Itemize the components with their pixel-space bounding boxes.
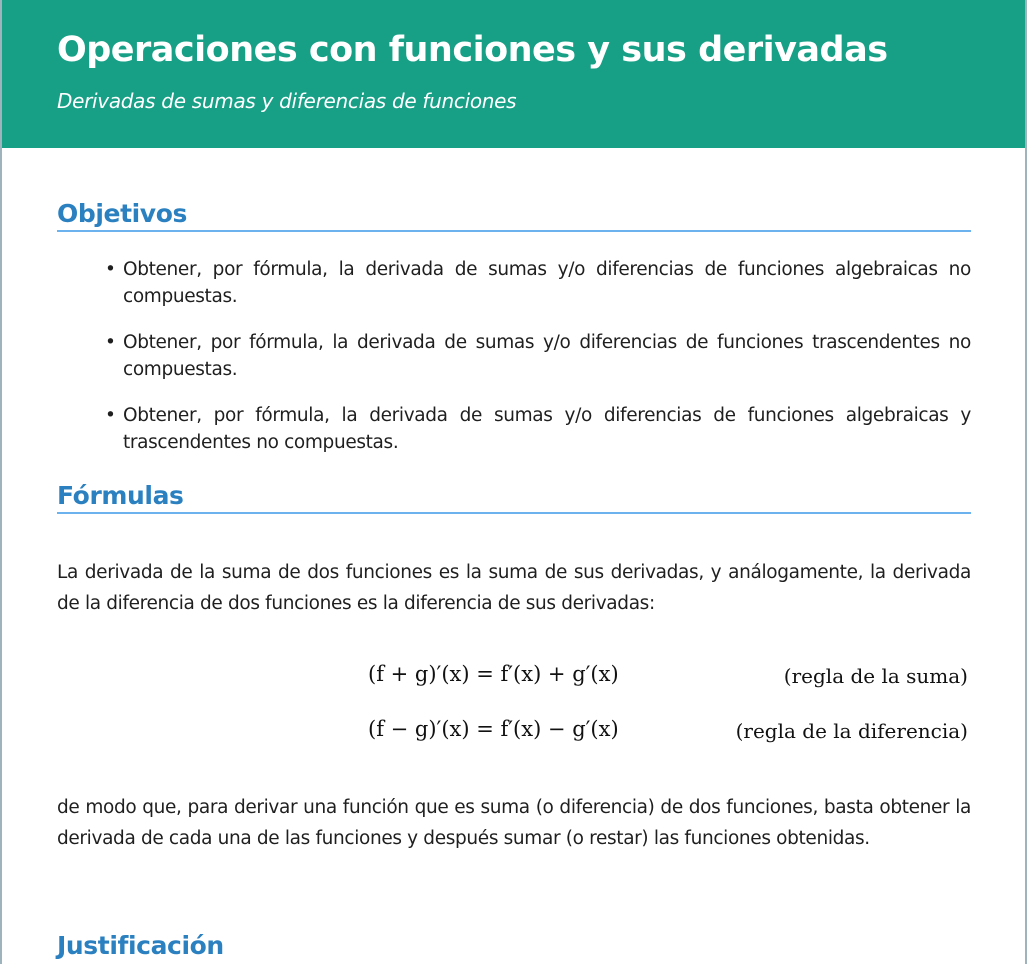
list-item: [105, 329, 971, 383]
section-heading-objetivos: Objetivos: [57, 199, 971, 232]
list-item: [105, 256, 971, 310]
formulas-intro: La derivada de la suma de dos funciones es la suma de sus derivadas, y análogamente, la derivada de la diferencia de dos funciones es la diferencia de sus derivadas:: [57, 562, 971, 614]
section-heading-justificacion: Justificación: [57, 931, 224, 960]
list-item: [105, 402, 971, 456]
page-title: Operaciones con funciones y sus derivadas: [57, 30, 888, 70]
list-item-text: Obtener, por fórmula, la derivada de sumas y/o diferencias de funciones algebraicas no compuestas.: [123, 259, 971, 307]
equation-difference-rule: (f − g)′(x) = f′(x) − g′(x): [368, 717, 619, 741]
objectives-list: [57, 256, 971, 475]
equation-label-sum: (regla de la suma): [783, 664, 968, 688]
list-item-text: Obtener, por fórmula, la derivada de sumas y/o diferencias de funciones trascendentes no compuestas.: [123, 332, 971, 380]
formulas-conclusion: de modo que, para derivar una función que es suma (o diferencia) de dos funciones, basta obtener la derivada de cada una de las funciones y después sumar (o restar) las funciones obtenidas.: [57, 797, 971, 849]
bullet-icon: •: [105, 259, 116, 280]
list-item-text: Obtener, por fórmula, la derivada de sumas y/o diferencias de funciones algebraicas y trascendentes no compuestas.: [123, 405, 971, 453]
section-heading-formulas: Fórmulas: [57, 481, 971, 514]
bullet-icon: •: [105, 405, 116, 426]
equation-sum-rule: (f + g)′(x) = f′(x) + g′(x): [368, 662, 619, 686]
page-header: [2, 0, 1025, 148]
equation-label-difference: (regla de la diferencia): [735, 719, 968, 743]
page-subtitle: Derivadas de sumas y diferencias de funciones: [57, 89, 517, 113]
bullet-icon: •: [105, 332, 116, 353]
